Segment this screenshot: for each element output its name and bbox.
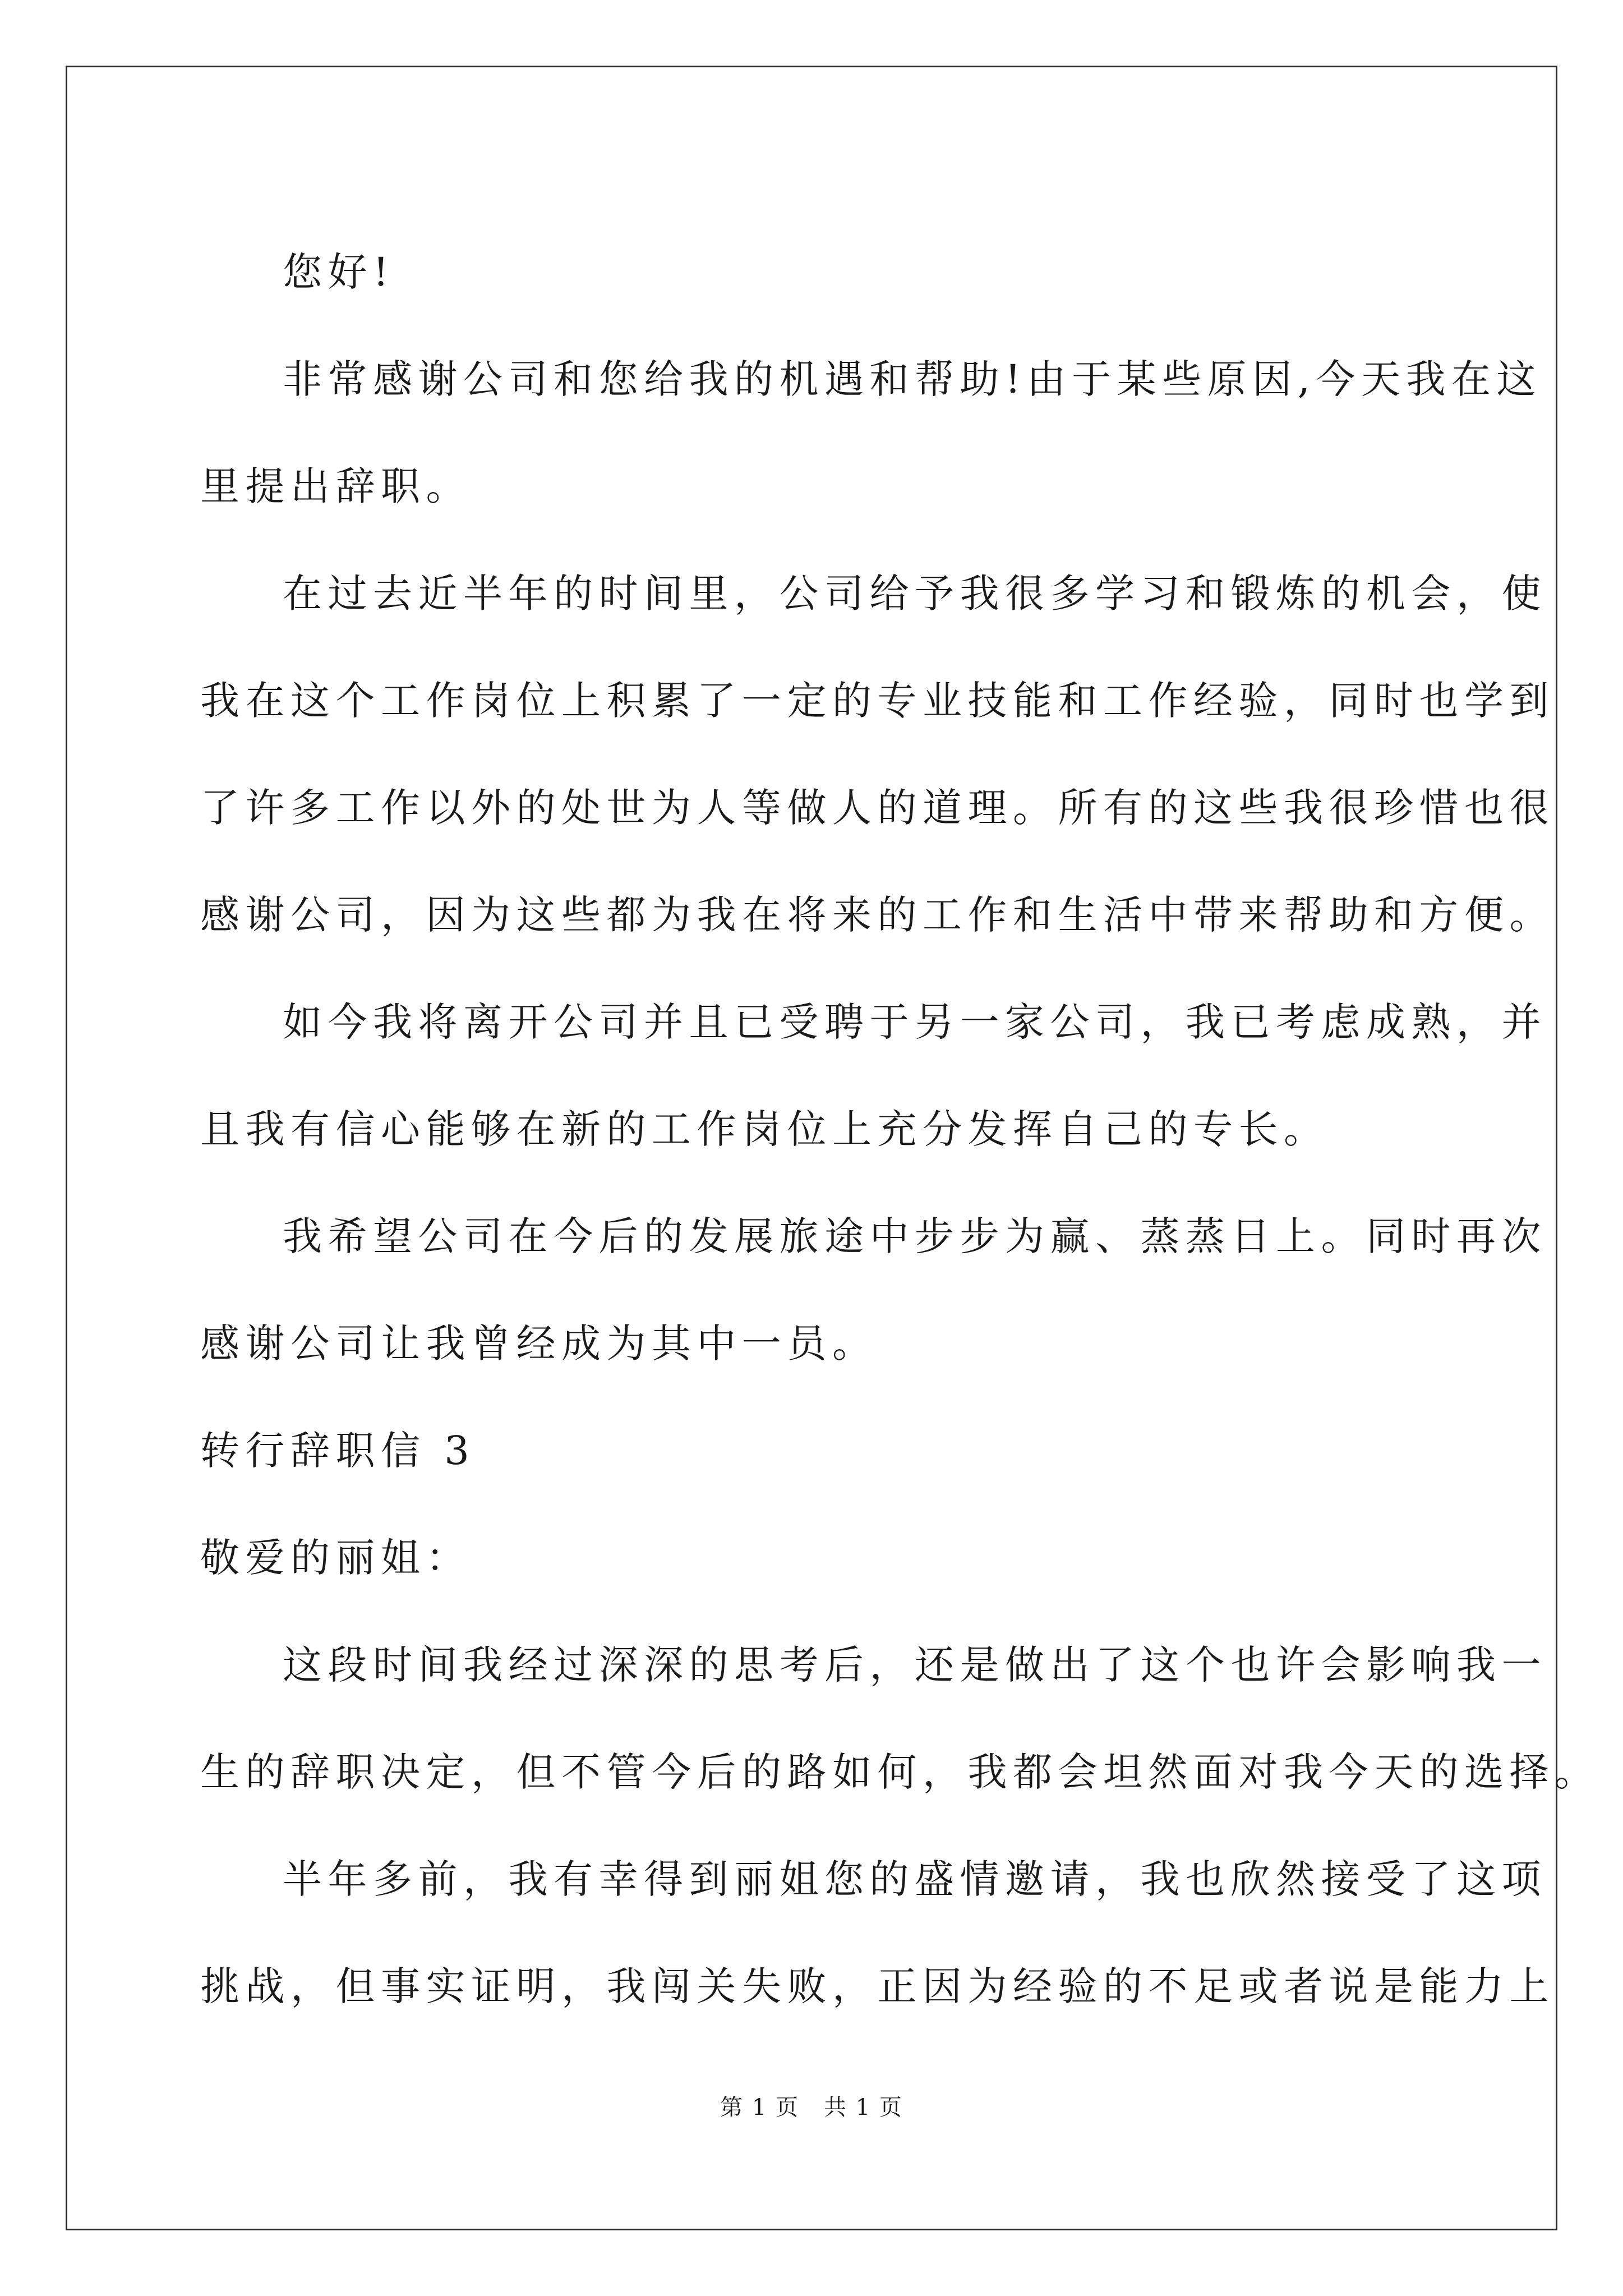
paragraph-line: 我在这个工作岗位上积累了一定的专业技能和工作经验，同时也学到	[200, 678, 1555, 724]
page-total: 共 1 页	[824, 2095, 903, 2120]
paragraph-line: 了许多工作以外的处世为人等做人的道理。所有的这些我很珍惜也很	[200, 785, 1555, 831]
greeting-line: 您好!	[283, 249, 395, 295]
paragraph-line: 且我有信心能够在新的工作岗位上充分发挥自己的专长。	[200, 1106, 1329, 1152]
paragraph-line: 里提出辞职。	[200, 463, 471, 509]
paragraph-line: 感谢公司，因为这些都为我在将来的工作和生活中带来帮助和方便。	[200, 892, 1555, 938]
paragraph-line: 生的辞职决定，但不管今后的路如何，我都会坦然面对我今天的选择。	[200, 1749, 1600, 1795]
paragraph-line: 我希望公司在今后的发展旅途中步步为赢、蒸蒸日上。同时再次	[283, 1213, 1547, 1259]
section-heading: 转行辞职信 3	[200, 1428, 476, 1474]
paragraph-line: 半年多前，我有幸得到丽姐您的盛情邀请，我也欣然接受了这项	[283, 1856, 1547, 1902]
document-body	[200, 219, 1600, 2040]
paragraph-line: 挑战，但事实证明，我闯关失败，正因为经验的不足或者说是能力上	[200, 1963, 1555, 2009]
paragraph-line: 如今我将离开公司并且已受聘于另一家公司，我已考虑成熟，并	[283, 999, 1547, 1045]
paragraph-line: 非常感谢公司和您给我的机遇和帮助!由于某些原因,今天我在这	[283, 356, 1542, 402]
paragraph-line: 在过去近半年的时间里，公司给予我很多学习和锻炼的机会，使	[283, 570, 1547, 616]
page-footer	[0, 2093, 1623, 2122]
paragraph-line: 这段时间我经过深深的思考后，还是做出了这个也许会影响我一	[283, 1642, 1547, 1688]
page-number: 第 1 页	[720, 2095, 799, 2120]
salutation-line: 敬爱的丽姐：	[200, 1535, 471, 1581]
paragraph-line: 感谢公司让我曾经成为其中一员。	[200, 1320, 878, 1366]
